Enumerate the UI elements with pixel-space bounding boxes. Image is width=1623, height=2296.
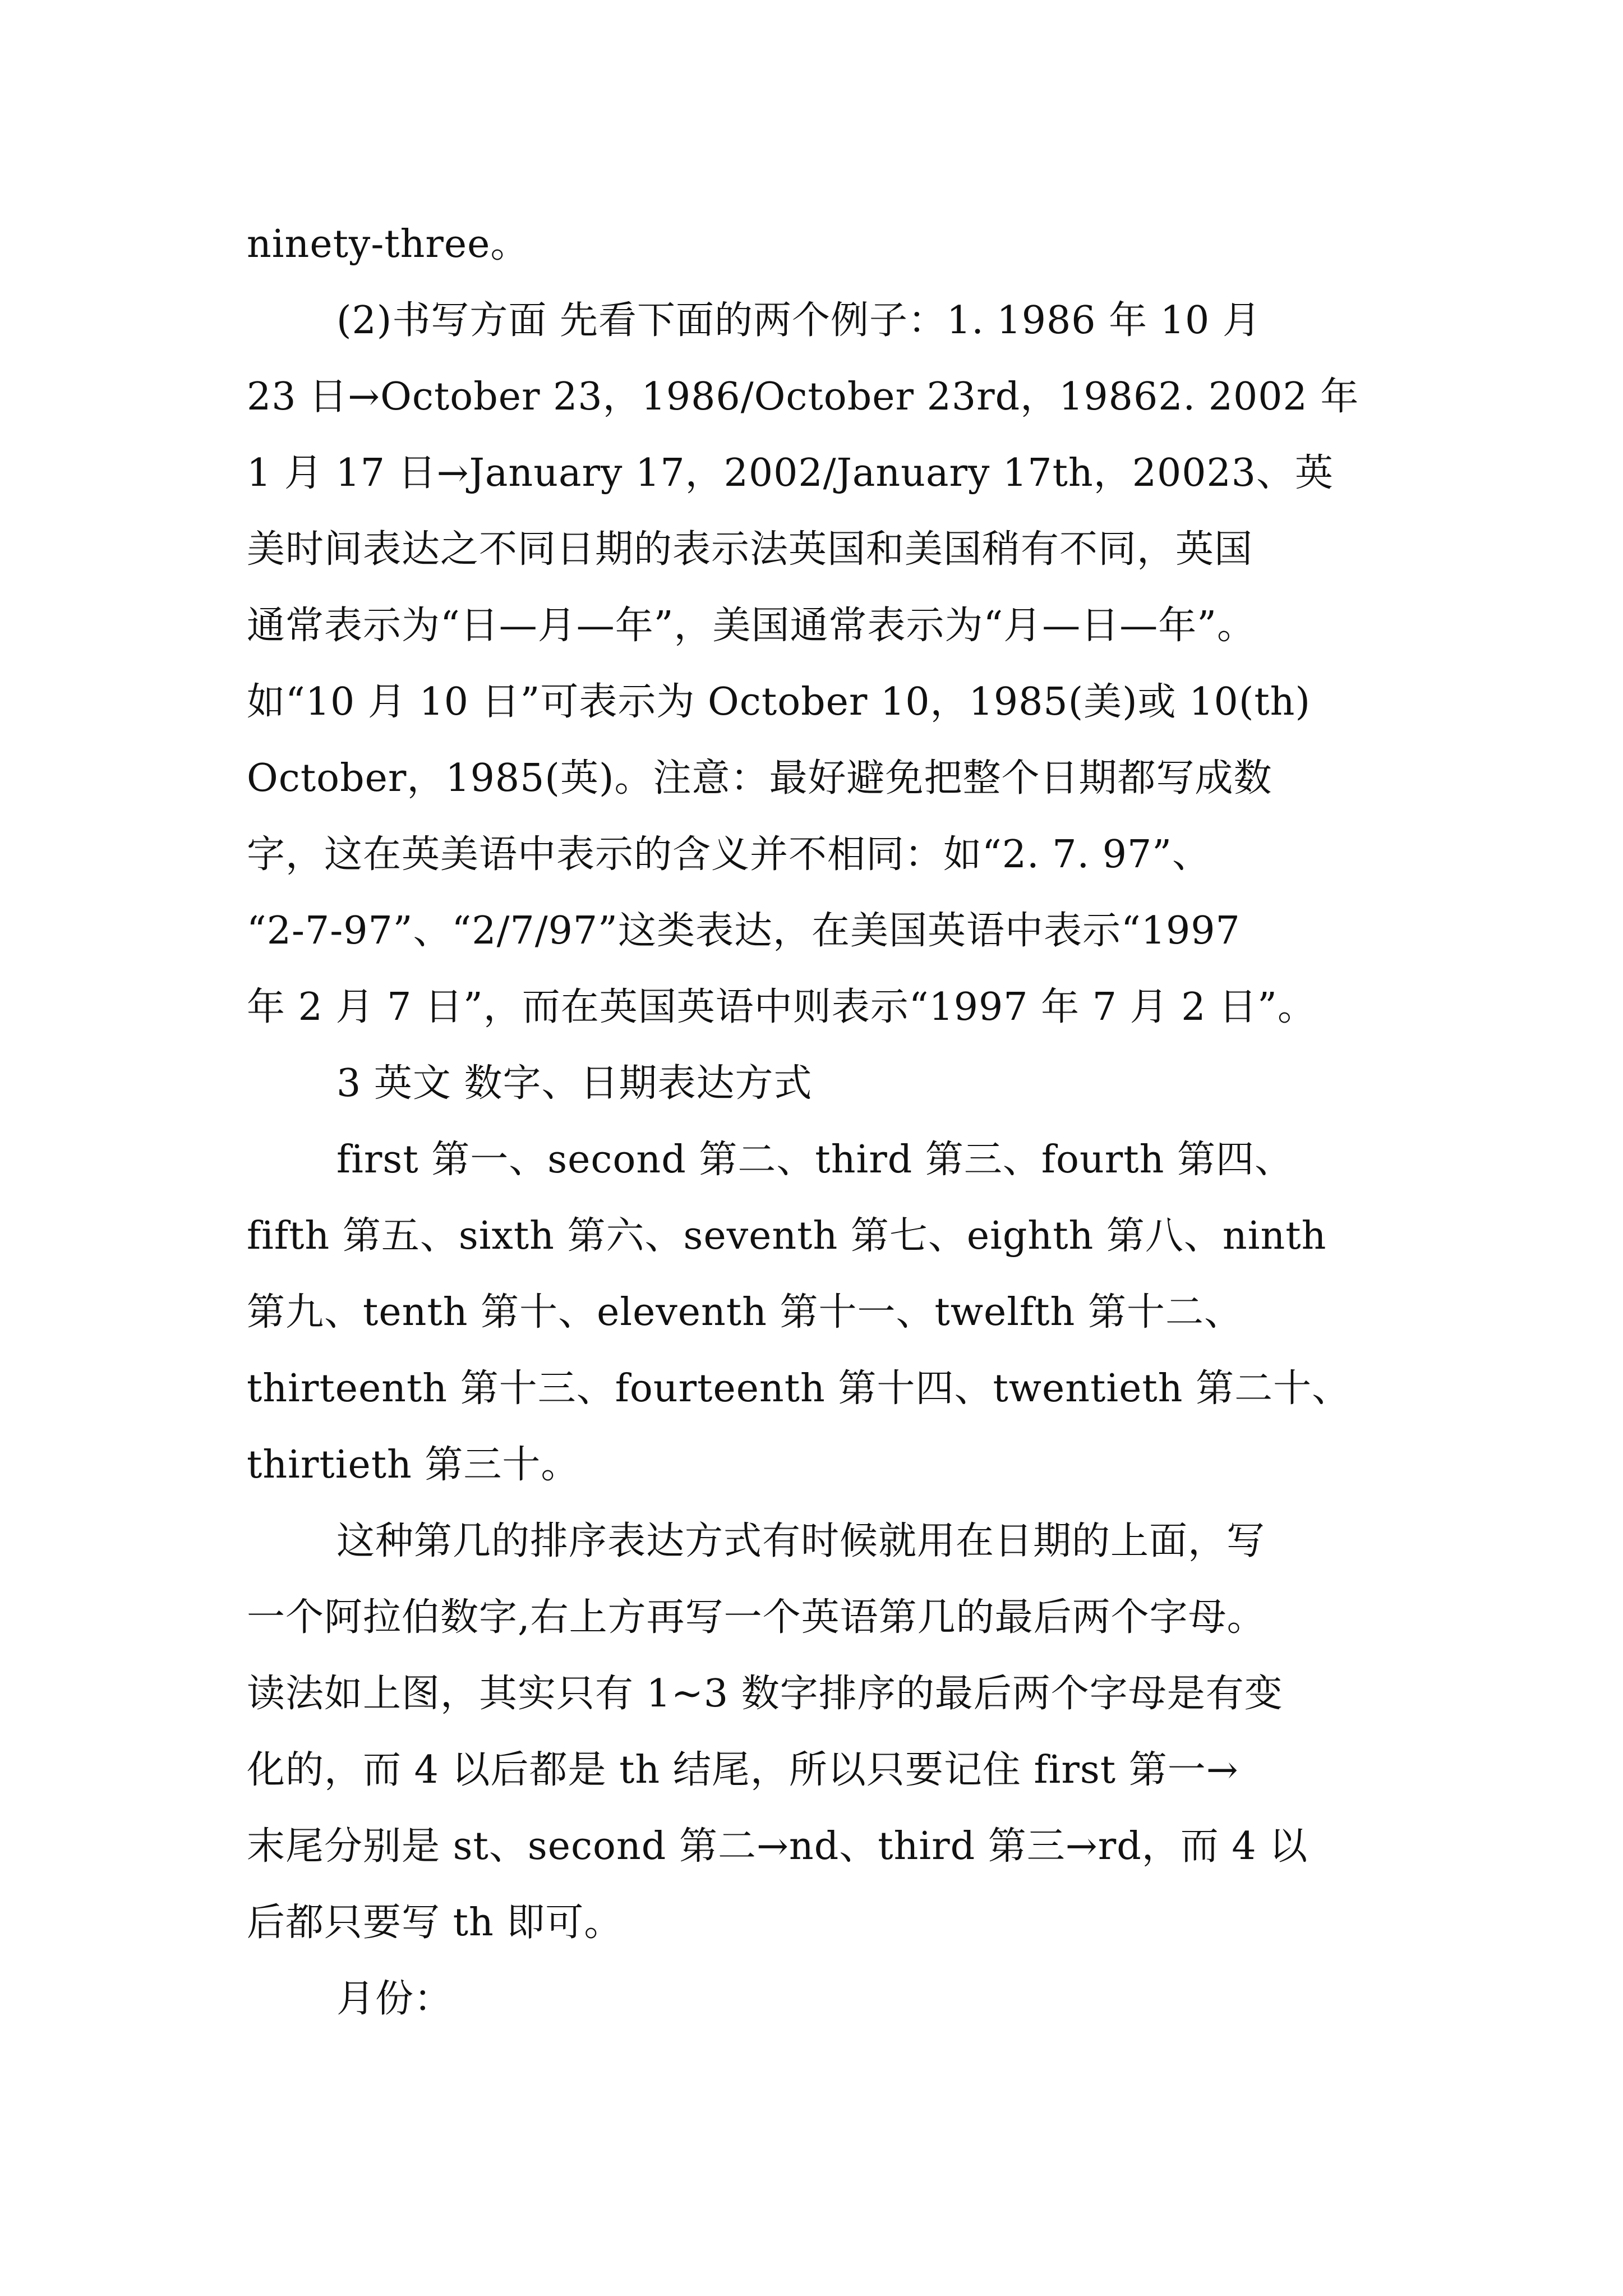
text-line: 通常表示为“日—月—年”，美国通常表示为“月—日—年”。 [247, 604, 1256, 648]
text-line: “2-7-97”、“2/7/97”这类表达，在美国英语中表示“1997 [247, 909, 1241, 953]
text-line: thirteenth 第十三、fourteenth 第十四、twentieth 第二十、 [247, 1366, 1351, 1411]
text-line: 一个阿拉伯数字,右上方再写一个英语第几的最后两个字母。 [247, 1595, 1266, 1640]
text-line: 字，这在英美语中表示的含义并不相同：如“2. 7. 97”、 [247, 832, 1211, 877]
text-line: (2)书写方面 先看下面的两个例子：1. 1986 年 10 月 [336, 298, 1261, 343]
text-line: 美时间表达之不同日期的表示法英国和美国稍有不同，英国 [247, 527, 1253, 572]
section-heading: 3 英文 数字、日期表达方式 [336, 1061, 813, 1106]
text-line: October，1985(英)。注意：最好避免把整个日期都写成数 [247, 756, 1272, 800]
text-line: 末尾分别是 st、second 第二→nd、third 第三→rd，而 4 以 [247, 1824, 1308, 1869]
text-line: 后都只要写 th 即可。 [247, 1901, 623, 1945]
text-line: 如“10 月 10 日”可表示为 October 10，1985(美)或 10(th) [247, 680, 1311, 724]
text-line: 1 月 17 日→January 17，2002/January 17th，20023、英 [247, 451, 1334, 495]
text-line: 年 2 月 7 日”，而在英国英语中则表示“1997 年 7 月 2 日”。 [247, 985, 1316, 1029]
text-line: first 第一、second 第二、third 第三、fourth 第四、 [336, 1138, 1294, 1182]
text-line: 读法如上图，其实只有 1~3 数字排序的最后两个字母是有变 [247, 1672, 1283, 1716]
text-line: 23 日→October 23，1986/October 23rd，19862. 2002 年 [247, 375, 1359, 419]
text-line: ninety-three。 [247, 222, 529, 266]
text-line: 这种第几的排序表达方式有时候就用在日期的上面，写 [336, 1519, 1266, 1563]
text-line: 第九、tenth 第十、eleventh 第十一、twelfth 第十二、 [247, 1290, 1243, 1335]
text-line: 化的，而 4 以后都是 th 结尾，所以只要记住 first 第一→ [247, 1748, 1239, 1792]
text-line: thirtieth 第三十。 [247, 1443, 580, 1487]
body-text [247, 206, 1396, 2037]
text-line: 月份： [336, 1977, 453, 2021]
text-line: fifth 第五、sixth 第六、seventh 第七、eighth 第八、ninth [247, 1214, 1327, 1258]
